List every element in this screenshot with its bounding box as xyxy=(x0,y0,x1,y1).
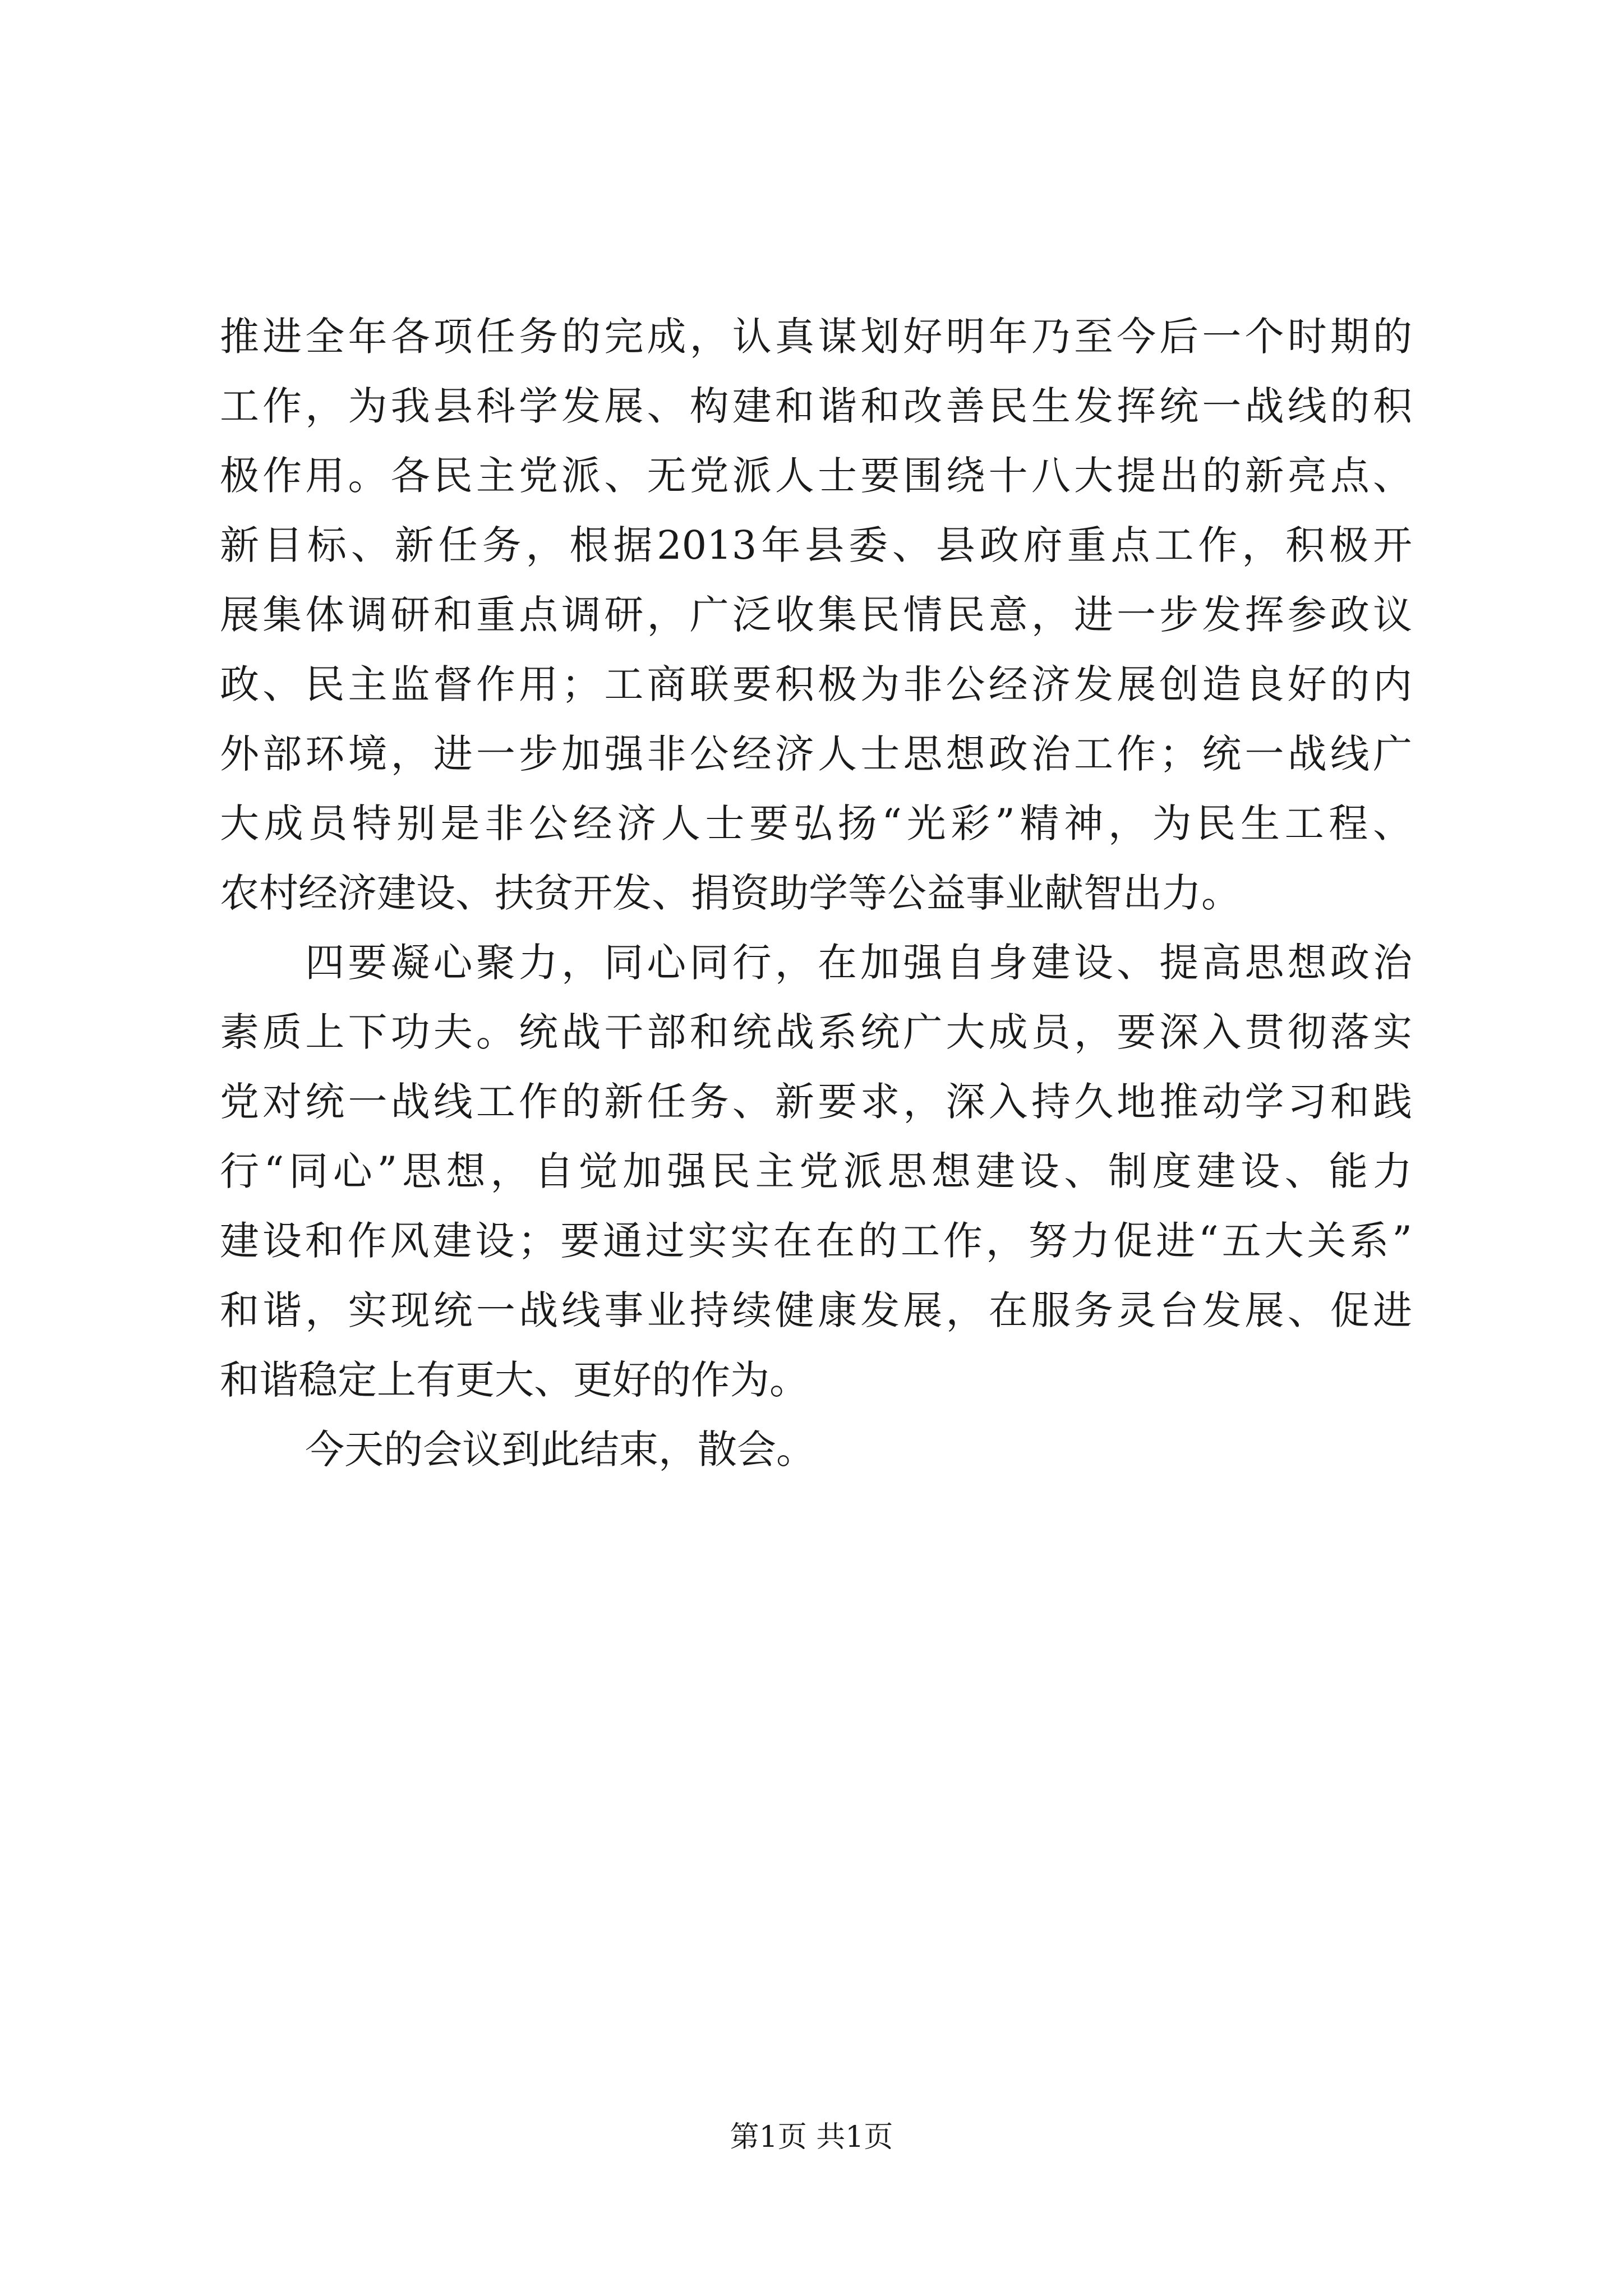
text-line: 素质上下功夫。统战干部和统战系统广大成员，要深入贯彻落实 xyxy=(220,1009,1412,1055)
text-line: 大成员特别是非公经济人士要弘扬“光彩”精神，为民生工程、 xyxy=(220,800,1412,846)
document-body xyxy=(220,302,1412,1484)
text-line: 新目标、新任务，根据2013年县委、县政府重点工作，积极开 xyxy=(220,522,1412,568)
text-line: 建设和作风建设；要通过实实在在的工作，努力促进“五大关系” xyxy=(220,1218,1412,1264)
text-line: 和谐稳定上有更大、更好的作为。 xyxy=(220,1357,809,1403)
text-line: 党对统一战线工作的新任务、新要求，深入持久地推动学习和践 xyxy=(220,1079,1412,1125)
paragraph-first-line: 四要凝心聚力，同心同行，在加强自身建设、提高思想政治 xyxy=(305,940,1412,986)
paragraph-first-line: 今天的会议到此结束，散会。 xyxy=(305,1427,815,1473)
text-line: 展集体调研和重点调研，广泛收集民情民意，进一步发挥参政议 xyxy=(220,592,1412,638)
text-line: 推进全年各项任务的完成，认真谋划好明年乃至今后一个时期的 xyxy=(220,314,1412,360)
text-line: 行“同心”思想，自觉加强民主党派思想建设、制度建设、能力 xyxy=(220,1148,1412,1194)
text-line: 工作，为我县科学发展、构建和谐和改善民生发挥统一战线的积 xyxy=(220,383,1412,429)
text-line: 外部环境，进一步加强非公经济人士思想政治工作；统一战线广 xyxy=(220,731,1412,777)
text-line: 和谐，实现统一战线事业持续健康发展，在服务灵台发展、促进 xyxy=(220,1287,1412,1333)
text-line: 极作用。各民主党派、无党派人士要围绕十八大提出的新亮点、 xyxy=(220,453,1412,499)
page-number-footer: 第1页 共1页 xyxy=(730,2120,893,2154)
text-line: 农村经济建设、扶贫开发、捐资助学等公益事业献智出力。 xyxy=(220,870,1241,916)
text-line: 政、民主监督作用；工商联要积极为非公经济发展创造良好的内 xyxy=(220,661,1412,707)
